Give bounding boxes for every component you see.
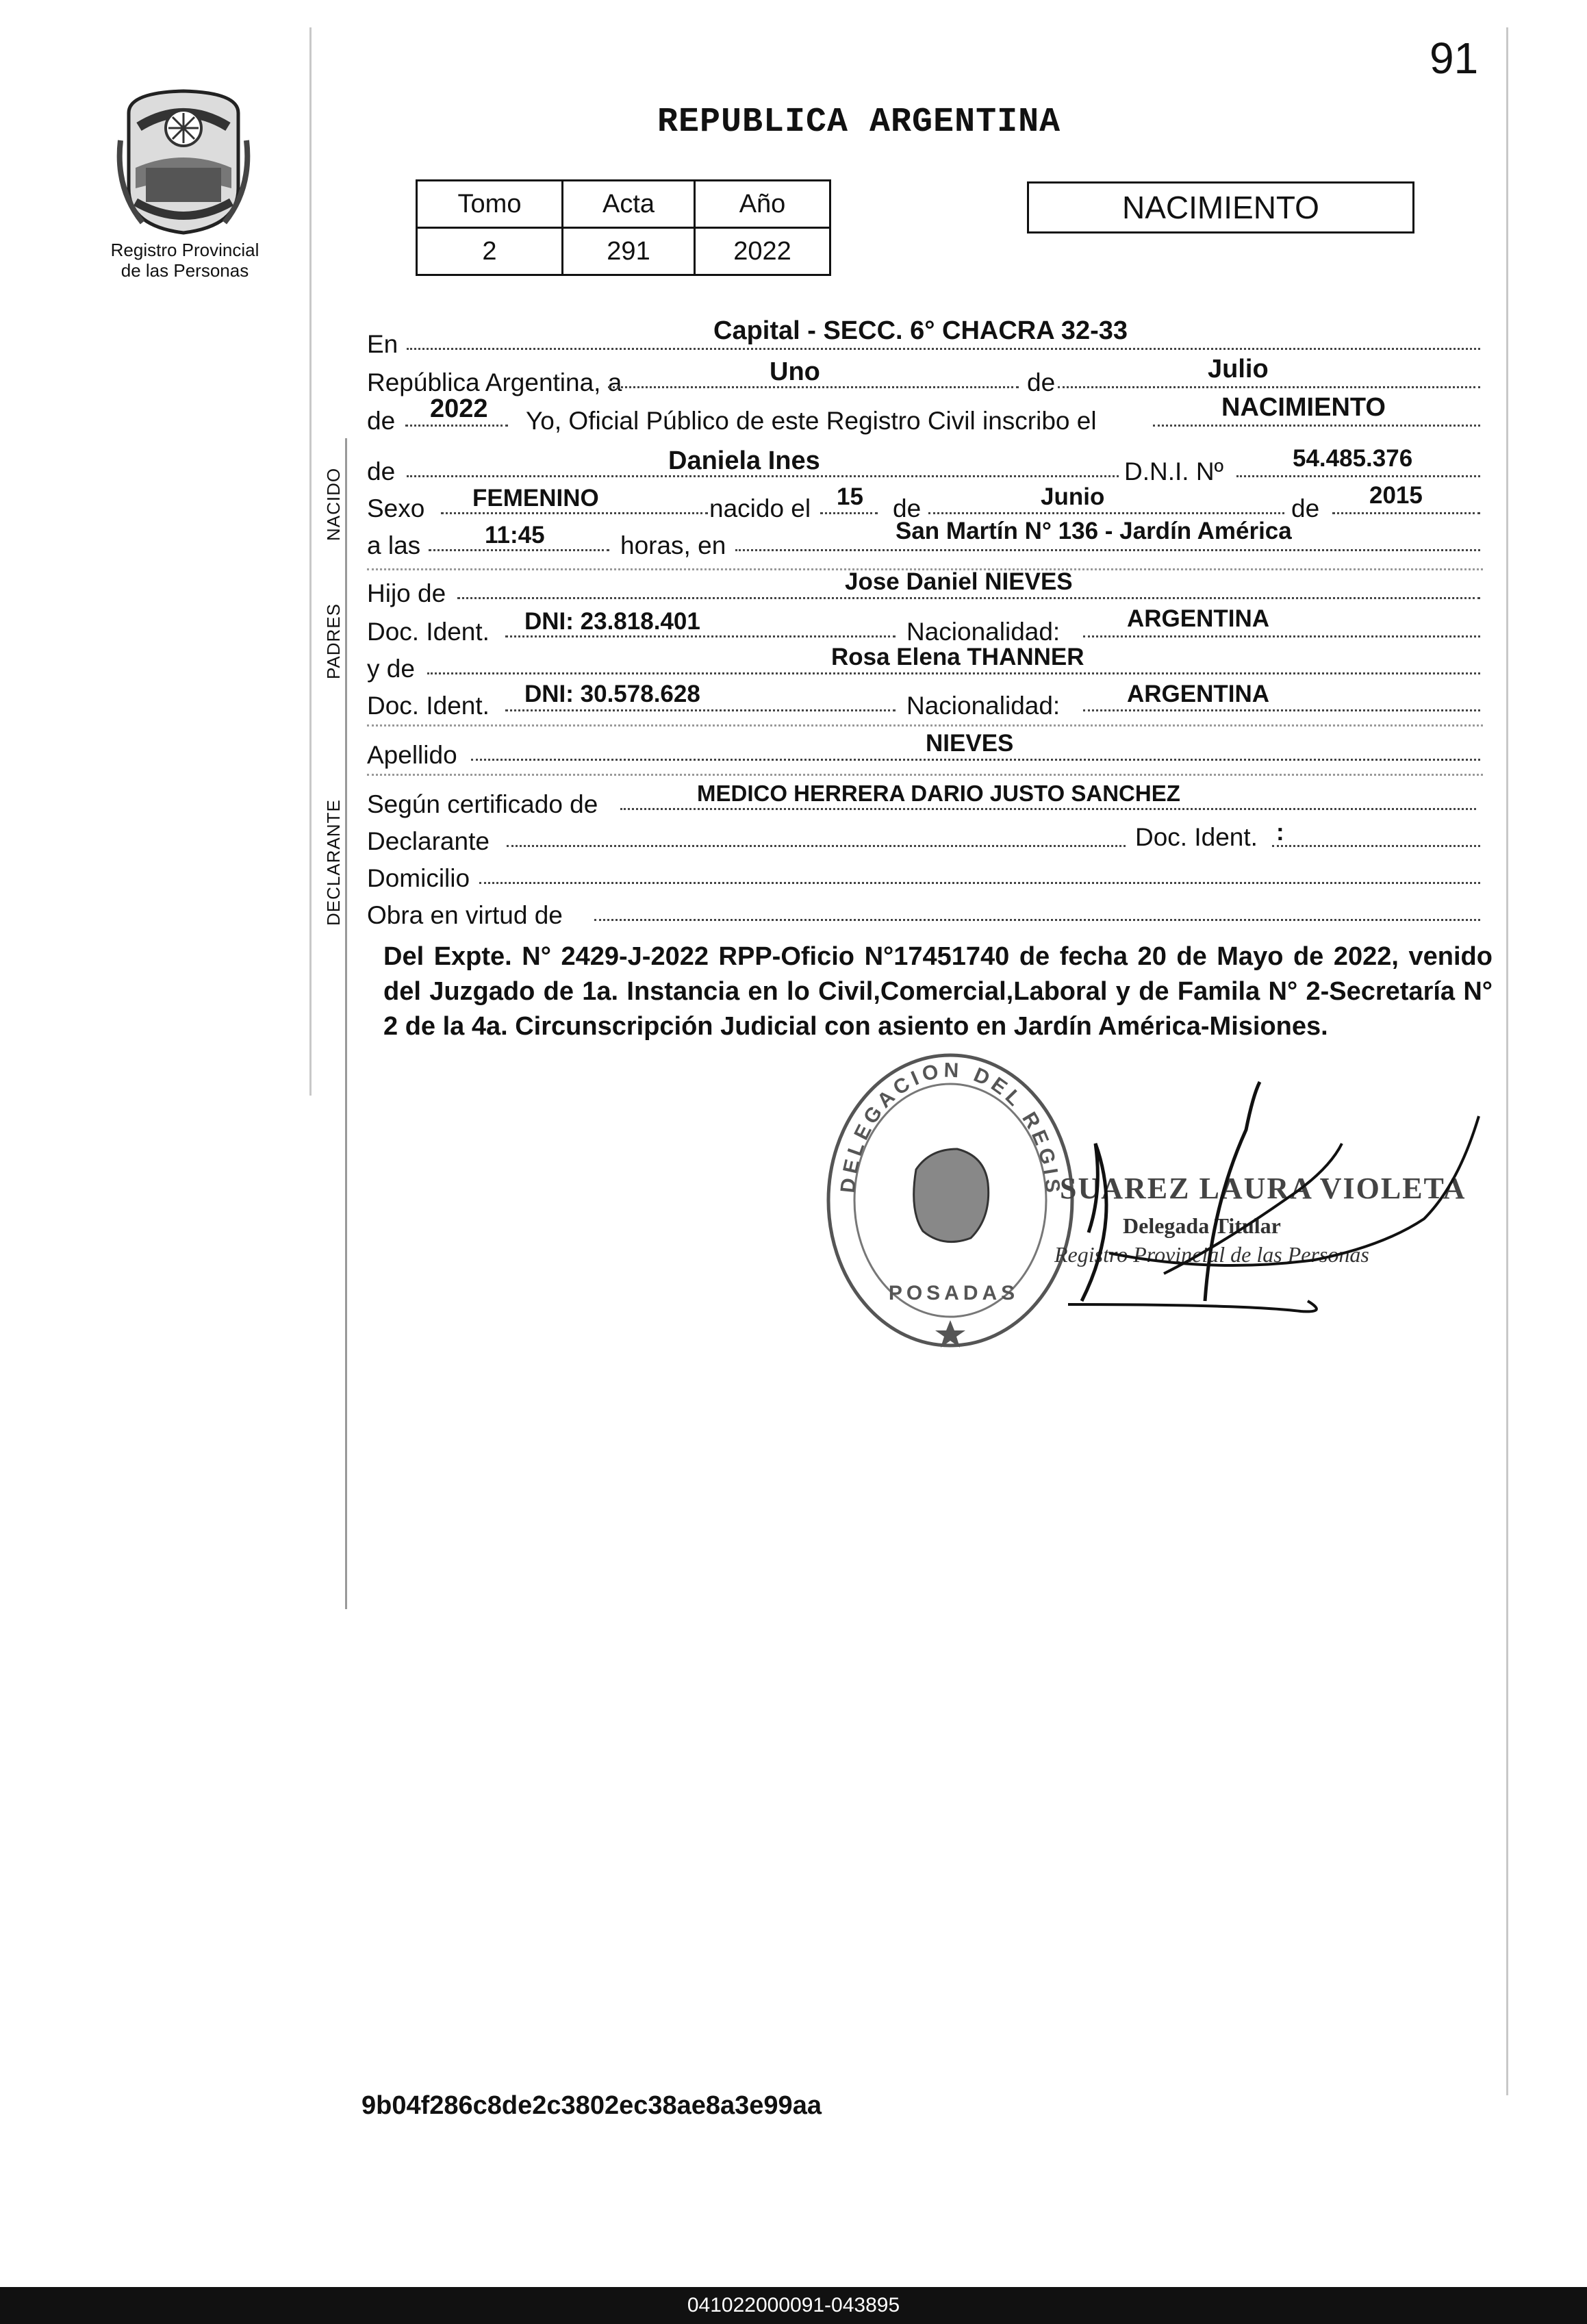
label-de: de <box>1027 368 1056 396</box>
signature-role: Delegada Titular <box>1123 1213 1281 1238</box>
value-sex: FEMENINO <box>472 485 599 511</box>
table-value-ano: 2022 <box>695 228 830 275</box>
table-header-ano: Año <box>695 181 830 228</box>
label-a-las: a las <box>367 531 421 559</box>
value-mother-nat: ARGENTINA <box>1127 681 1270 707</box>
label-de-month: de <box>893 494 922 522</box>
value-year: 2022 <box>430 394 488 423</box>
section-separator <box>367 724 1483 727</box>
value-birth-year: 2015 <box>1369 482 1423 509</box>
right-margin-line <box>1506 27 1508 2095</box>
label-doc-ident-declarante: Doc. Ident. <box>1135 823 1258 851</box>
signature-name: SUAREZ LAURA VIOLETA <box>1060 1172 1467 1205</box>
value-time: 11:45 <box>485 522 545 548</box>
label-segun: Según certificado de <box>367 790 598 818</box>
seal-city: POSADAS <box>888 1282 1019 1304</box>
label-doc-ident-father: Doc. Ident. <box>367 618 490 646</box>
dotted-line <box>594 919 1480 921</box>
value-mother: Rosa Elena THANNER <box>831 644 1084 670</box>
marginal-note: Del Expte. N° 2429-J-2022 RPP-Oficio N°17451740 de fecha 20 de Mayo de 2022, venido del Juzgado de 1a. Instancia en lo Civil,Comercial,Laboral y de Famila N° 2-Secretaría N° 2 de la 4a. Circunscripción Judicial con asiento en Jardín América-Misiones. <box>383 942 1493 1041</box>
handwritten-signature-icon <box>1041 1068 1520 1335</box>
value-dni: 54.485.376 <box>1293 445 1413 472</box>
table-header-tomo: Tomo <box>417 181 563 228</box>
label-republica: República Argentina, a <box>367 368 622 396</box>
dotted-line <box>820 512 878 514</box>
dotted-line <box>1332 512 1480 514</box>
label-nacido-el: nacido el <box>709 494 811 522</box>
label-domicilio: Domicilio <box>367 864 470 892</box>
document-title: REPUBLICA ARGENTINA <box>657 103 1061 142</box>
dotted-line <box>407 348 1480 350</box>
value-mother-doc: DNI: 30.578.628 <box>524 681 700 707</box>
label-obra: Obra en virtud de <box>367 901 563 929</box>
value-birth-month: Junio <box>1041 483 1105 510</box>
label-de-year2: de <box>1291 494 1320 522</box>
left-margin-line <box>309 27 312 1096</box>
dotted-line <box>457 597 1480 599</box>
dotted-line <box>1058 386 1480 388</box>
dotted-line <box>405 425 508 427</box>
dotted-line <box>505 709 896 711</box>
dotted-line <box>1236 475 1480 477</box>
dotted-line <box>1272 845 1480 847</box>
section-divider-line <box>345 438 347 1609</box>
label-dni: D.N.I. Nº <box>1124 457 1224 485</box>
document-hash: 9b04f286c8de2c3802ec38ae8a3e99aa <box>361 2091 822 2120</box>
dotted-line <box>1153 425 1480 427</box>
label-apellido: Apellido <box>367 741 457 769</box>
dotted-line <box>427 672 1480 674</box>
seal-text: DELEGACION DEL REGIS <box>836 1059 1065 1198</box>
value-name: Daniela Ines <box>668 446 820 475</box>
label-sexo: Sexo <box>367 494 425 522</box>
dotted-line <box>620 808 1476 810</box>
label-de-year: de <box>367 407 396 435</box>
side-label-declarante: DECLARANTE <box>323 799 344 926</box>
value-birth-day: 15 <box>837 483 863 510</box>
label-horas-en: horas, en <box>620 531 726 559</box>
logo-caption-line1: Registro Provincial <box>110 240 259 260</box>
dotted-line <box>1083 709 1480 711</box>
label-oficial: Yo, Oficial Público de este Registro Civil inscribo el <box>526 407 1097 435</box>
value-decl-doc: : <box>1276 819 1284 846</box>
value-certificate: MEDICO HERRERA DARIO JUSTO SANCHEZ <box>697 781 1180 806</box>
label-declarante: Declarante <box>367 827 490 855</box>
table-value-tomo: 2 <box>417 228 563 275</box>
dotted-line <box>507 845 1126 847</box>
value-father-doc: DNI: 23.818.401 <box>524 608 700 635</box>
value-month: Julio <box>1208 355 1269 383</box>
dotted-line <box>429 549 609 551</box>
provincial-crest-icon <box>115 86 252 236</box>
side-label-nacido: NACIDO <box>323 467 344 541</box>
dotted-line <box>505 635 896 637</box>
record-type-box: NACIMIENTO <box>1027 181 1414 233</box>
dotted-line <box>1083 635 1480 637</box>
page-number: 91 <box>1430 34 1479 83</box>
section-separator <box>367 774 1483 776</box>
label-en: En <box>367 330 398 358</box>
logo-caption-line2: de las Personas <box>120 260 249 281</box>
value-father: Jose Daniel NIEVES <box>845 568 1073 595</box>
label-nacionalidad-mother: Nacionalidad: <box>906 692 1061 720</box>
side-label-padres: PADRES <box>323 603 344 679</box>
signature-block <box>1041 1068 1520 1335</box>
table-header-acta: Acta <box>563 181 695 228</box>
label-de-name: de <box>367 457 396 485</box>
value-father-nat: ARGENTINA <box>1127 605 1270 632</box>
label-nacionalidad-father: Nacionalidad: <box>906 618 1061 646</box>
label-hijo-de: Hijo de <box>367 579 446 607</box>
footer-barcode-number: 041022000091-043895 <box>0 2287 1587 2324</box>
dotted-line <box>479 882 1480 884</box>
dotted-line <box>441 512 708 514</box>
logo-caption <box>89 240 281 281</box>
label-y-de: y de <box>367 655 415 683</box>
label-doc-ident-mother: Doc. Ident. <box>367 692 490 720</box>
signature-org: Registro Provincial de las Personas <box>1054 1242 1369 1267</box>
table-value-acta: 291 <box>563 228 695 275</box>
value-day: Uno <box>770 357 820 386</box>
value-place: Capital - SECC. 6° CHACRA 32-33 <box>713 316 1128 345</box>
dotted-line <box>928 512 1284 514</box>
value-surname: NIEVES <box>926 730 1014 757</box>
record-table <box>416 179 831 276</box>
dotted-line <box>735 549 1480 551</box>
dotted-line <box>471 759 1480 761</box>
value-act: NACIMIENTO <box>1221 393 1386 422</box>
value-birth-place: San Martín N° 136 - Jardín América <box>896 518 1292 544</box>
